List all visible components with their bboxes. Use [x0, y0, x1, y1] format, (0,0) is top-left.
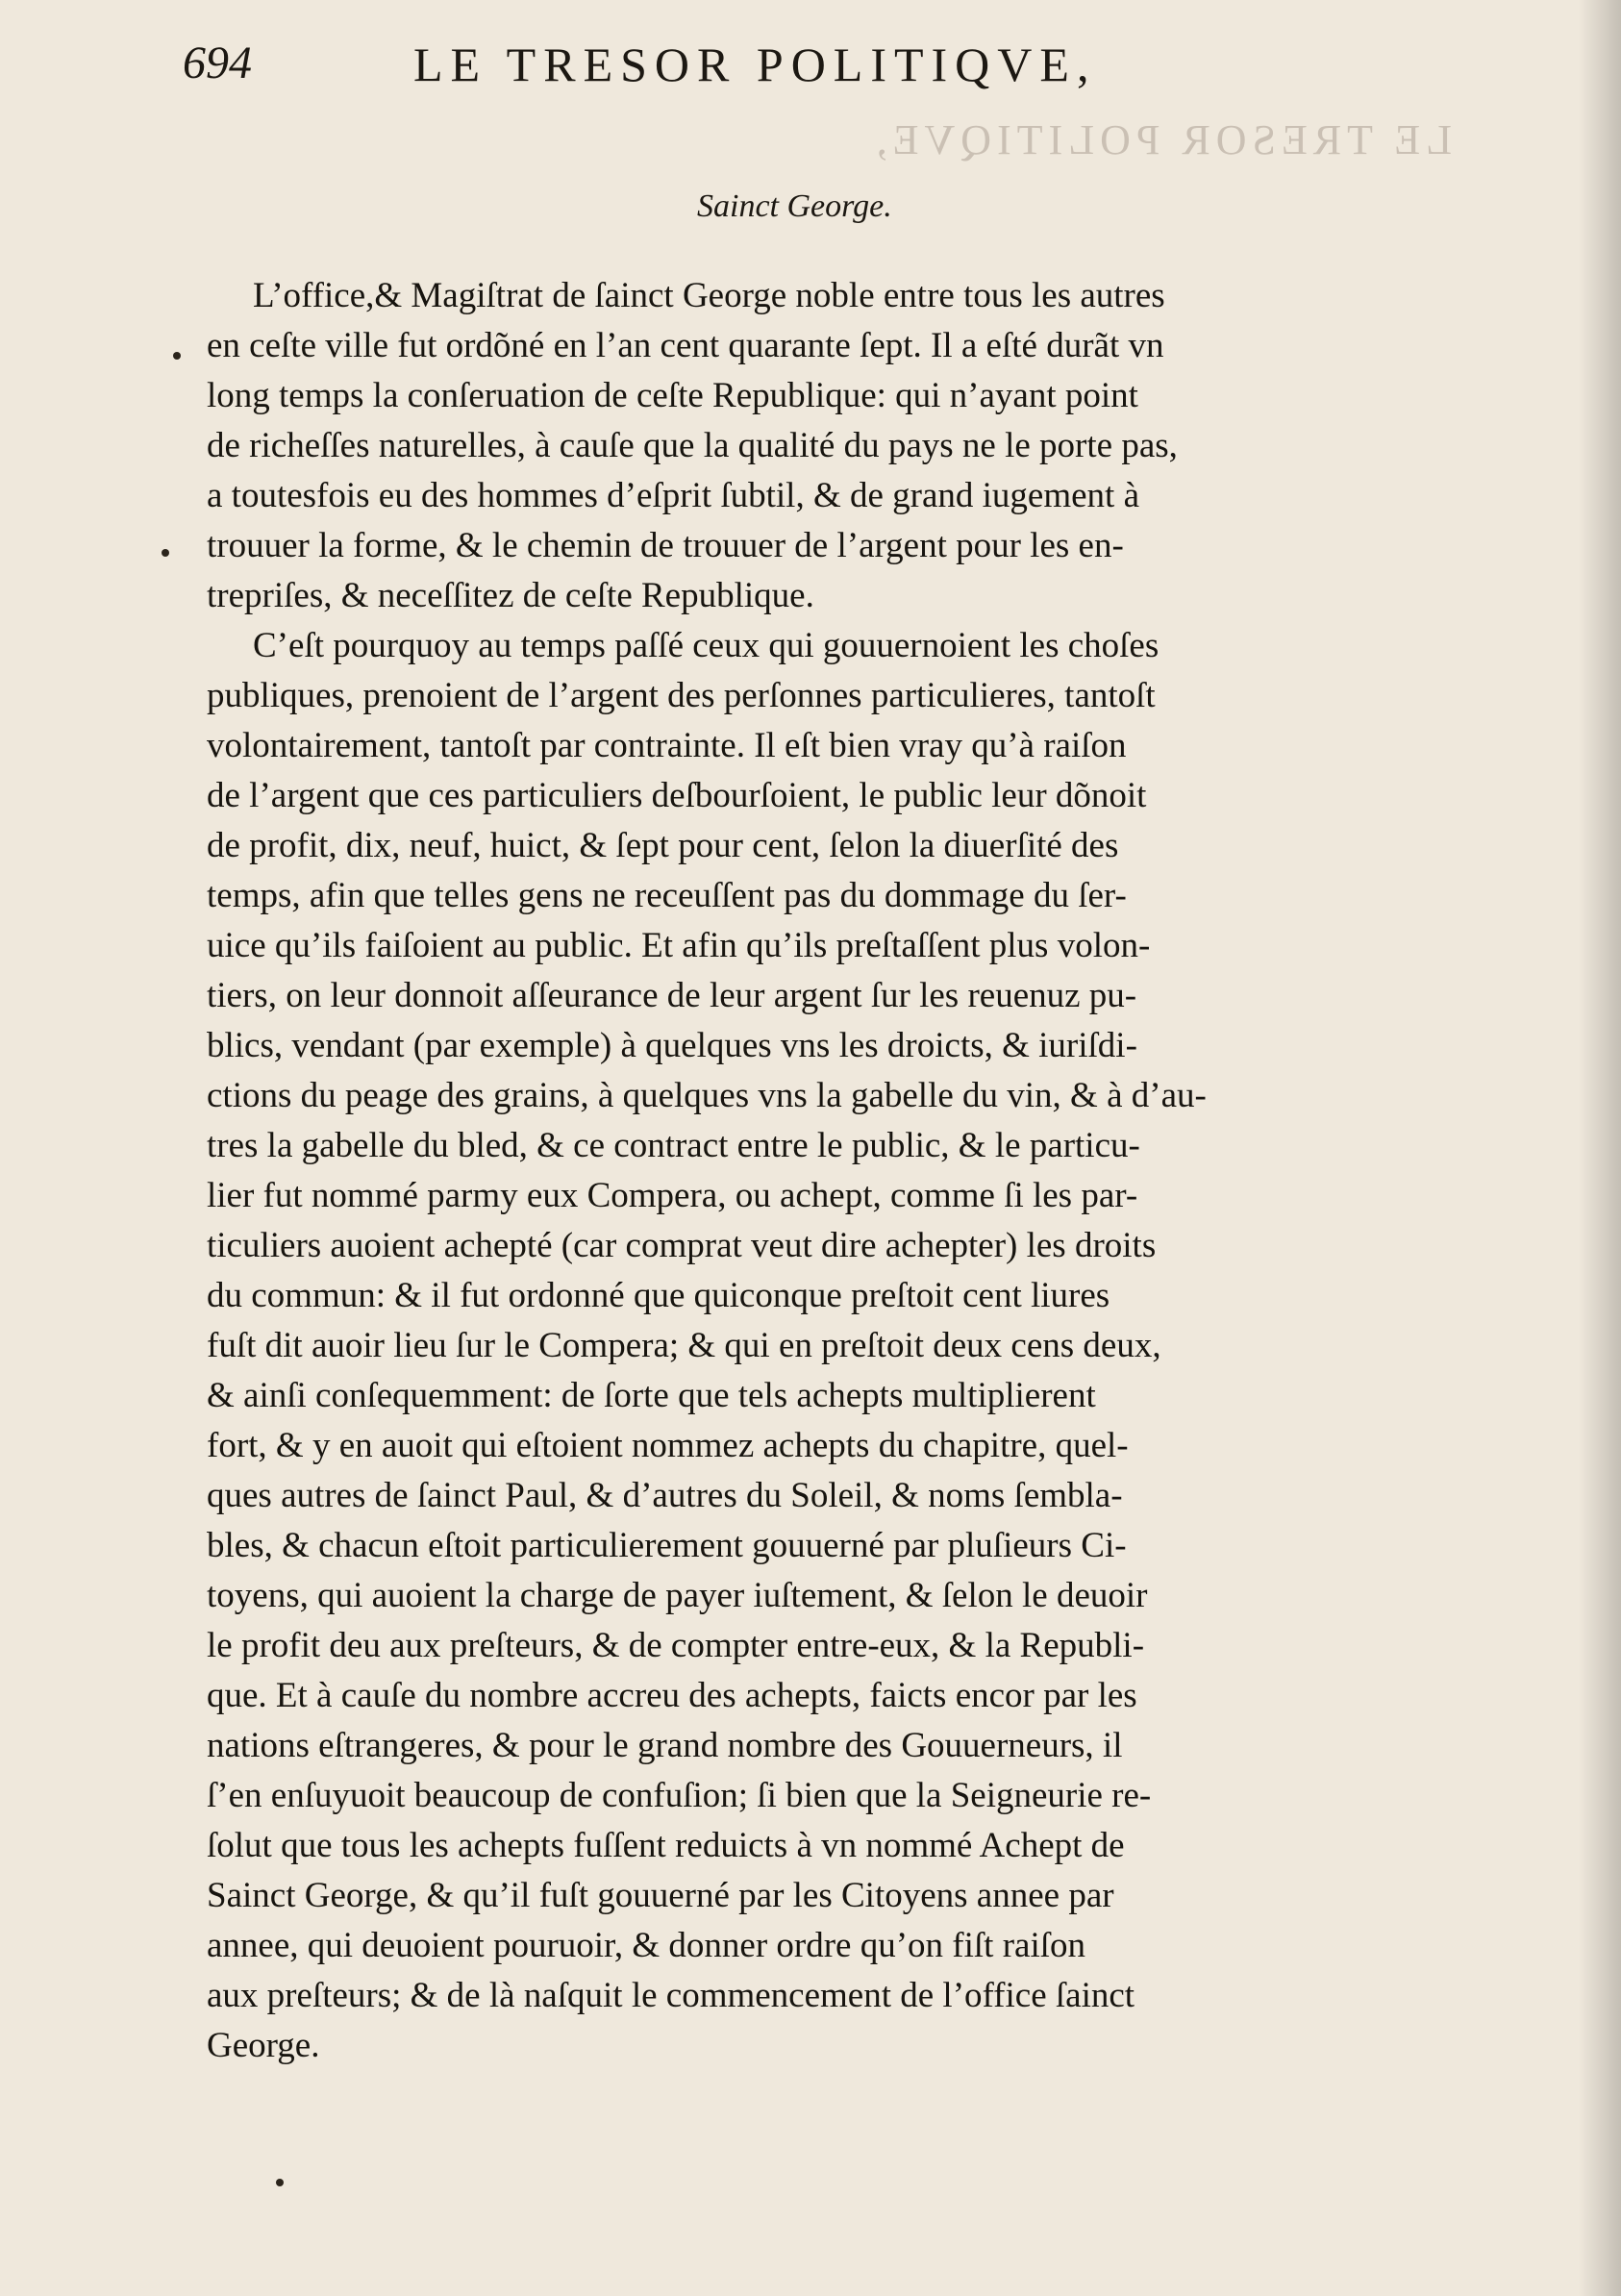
ink-speck: [173, 352, 181, 360]
text-line: de richeſſes naturelles, à cauſe que la qualité du pays ne le porte pas,: [207, 426, 1178, 465]
text-line: lier fut nommé parmy eux Compera, ou achept, comme ſi les par-: [207, 1176, 1138, 1215]
text-line: long temps la conſeruation de ceſte Republique: qui n’ayant point: [207, 376, 1138, 415]
paragraph-2: [207, 621, 1457, 2071]
text-line: fort, & y en auoit qui eſtoient nommez achepts du chapitre, quel-: [207, 1426, 1129, 1465]
running-title: LE TRESOR POLITIQVE,: [413, 37, 1097, 91]
text-line: aux preſteurs; & de là naſquit le commencement de l’office ſainct: [207, 1976, 1135, 2015]
text-line: ticuliers auoient achepté (car comprat veut dire achepter) les droits: [207, 1226, 1157, 1265]
text-line: ctions du peage des grains, à quelques vns la gabelle du vin, & à d’au-: [207, 1076, 1207, 1115]
text-line: volontairement, tantoſt par contrainte. Il eſt bien vray qu’à raiſon: [207, 726, 1127, 765]
paragraph-1: [207, 271, 1457, 621]
bleed-through-line: LE TRESOR POLITIQVE,: [870, 116, 1452, 163]
text-line: trepriſes, & neceſſitez de ceſte Republique.: [207, 576, 814, 615]
text-line: a toutesfois eu des hommes d’eſprit ſubtil, & de grand iugement à: [207, 476, 1140, 515]
text-line: bles, & chacun eſtoit particulierement gouuerné par pluſieurs Ci-: [207, 1526, 1127, 1565]
page-number: 694: [183, 37, 252, 88]
text-line: ſ’en enſuyuoit beaucoup de confuſion; ſi bien que la Seigneurie re-: [207, 1776, 1152, 1815]
text-line: que. Et à cauſe du nombre accreu des achepts, faicts encor par les: [207, 1676, 1137, 1715]
text-line: tiers, on leur donnoit aſſeurance de leur argent ſur les reuenuz pu-: [207, 976, 1137, 1015]
page-header: [183, 37, 1433, 113]
text-line: annee, qui deuoient pouruoir, & donner ordre qu’on fiſt raiſon: [207, 1926, 1086, 1965]
text-line: fuſt dit auoir lieu ſur le Compera; & qui en preſtoit deux cens deux,: [207, 1326, 1161, 1365]
main-text: [207, 271, 1457, 2071]
text-line: de profit, dix, neuf, huict, & ſept pour cent, ſelon la diuerſité des: [207, 826, 1119, 865]
text-line: uice qu’ils faiſoient au public. Et afin qu’ils preſtaſſent plus volon-: [207, 926, 1151, 965]
text-line: du commun: & il fut ordonné que quiconque preſtoit cent liures: [207, 1276, 1110, 1315]
text-line: C’eſt pourquoy au temps paſſé ceux qui gouuernoient les choſes: [253, 626, 1160, 665]
binding-shadow: [1578, 0, 1621, 2296]
text-line: George.: [207, 2026, 320, 2065]
text-line: toyens, qui auoient la charge de payer iuſtement, & ſelon le deuoir: [207, 1576, 1148, 1615]
text-line: le profit deu aux preſteurs, & de compter entre-eux, & la Republi-: [207, 1626, 1145, 1665]
text-line: ques autres de ſainct Paul, & d’autres du Soleil, & noms ſembla-: [207, 1476, 1123, 1515]
text-line: nations eſtrangeres, & pour le grand nombre des Gouuerneurs, il: [207, 1726, 1123, 1765]
text-line: blics, vendant (par exemple) à quelques vns les droicts, & iuriſdi-: [207, 1026, 1137, 1065]
text-line: tres la gabelle du bled, & ce contract entre le public, & le particu-: [207, 1126, 1140, 1165]
text-line: & ainſi conſequemment: de ſorte que tels achepts multiplierent: [207, 1376, 1096, 1415]
ink-speck: [276, 2179, 284, 2186]
text-line: de l’argent que ces particuliers deſbourſoient, le public leur dõnoit: [207, 776, 1147, 815]
text-line: ſolut que tous les achepts fuſſent reduicts à vn nommé Achept de: [207, 1826, 1125, 1865]
text-line: publiques, prenoient de l’argent des perſonnes particulieres, tantoſt: [207, 676, 1156, 715]
section-heading: Sainct George.: [697, 188, 892, 224]
text-line: Sainct George, & qu’il fuſt gouuerné par les Citoyens annee par: [207, 1876, 1114, 1915]
text-line: en ceſte ville fut ordõné en l’an cent quarante ſept. Il a eſté durãt vn: [207, 326, 1164, 365]
ink-speck: [162, 549, 169, 557]
text-line: L’office,& Magiſtrat de ſainct George noble entre tous les autres: [253, 276, 1165, 315]
text-line: trouuer la forme, & le chemin de trouuer de l’argent pour les en-: [207, 526, 1124, 565]
text-line: temps, afin que telles gens ne receuſſent pas du dommage du ſer-: [207, 876, 1127, 915]
